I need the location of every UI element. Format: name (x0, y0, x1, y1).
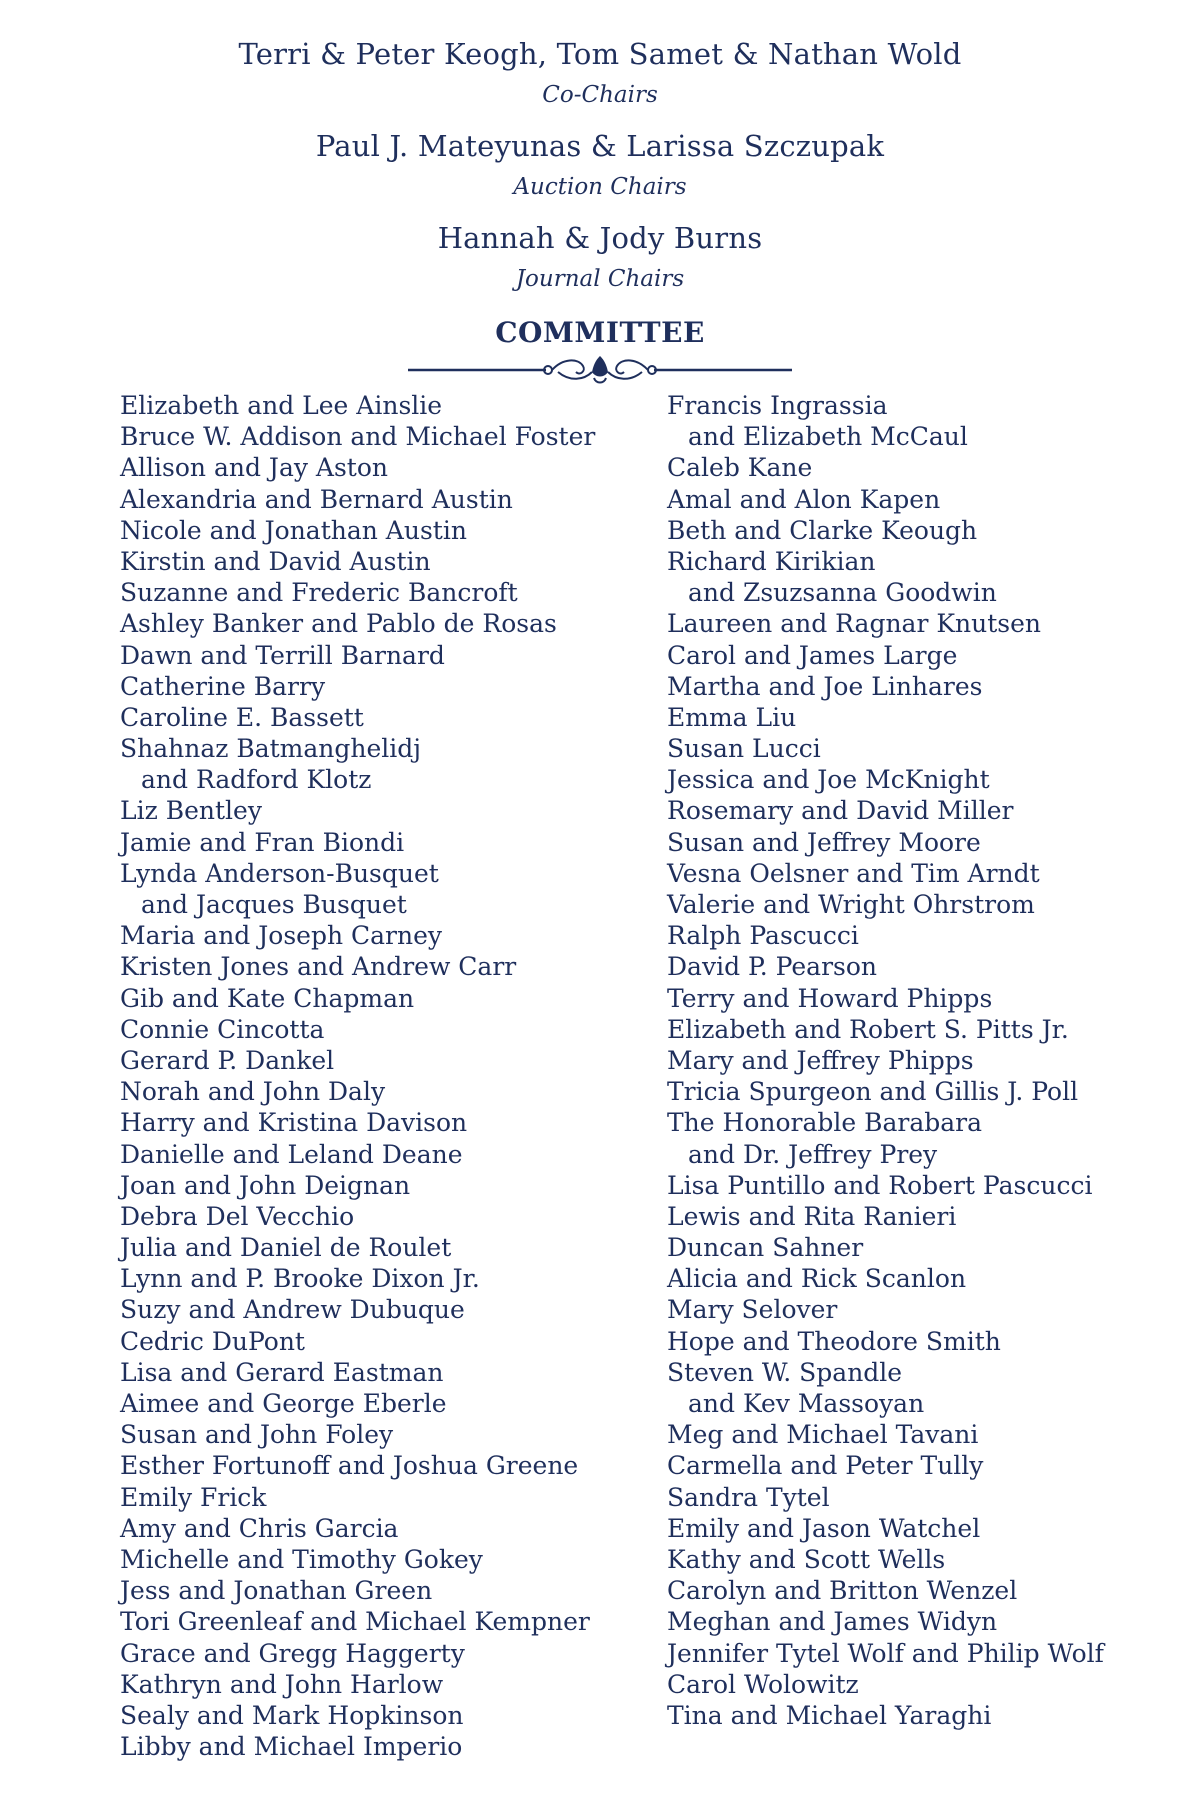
committee-member: Alexandria and Bernard Austin (120, 484, 513, 514)
committee-member: and Zsuzsanna Goodwin (688, 578, 997, 608)
committee-member: Michelle and Timothy Gokey (120, 1544, 483, 1574)
committee-member: Hope and Theodore Smith (667, 1326, 1001, 1356)
committee-member: Jessica and Joe McKnight (667, 765, 990, 795)
auction-chairs-role: Auction Chairs (513, 174, 687, 200)
committee-member: Emily and Jason Watchel (667, 1513, 981, 1543)
committee-member: Harry and Kristina Davison (120, 1108, 468, 1138)
auction-chairs-names: Paul J. Mateyunas & Larissa Szczupak (315, 129, 885, 163)
committee-member: Carolyn and Britton Wenzel (667, 1576, 1018, 1606)
committee-member: Nicole and Jonathan Austin (120, 515, 467, 545)
committee-member: Ralph Pascucci (667, 921, 859, 951)
committee-member: Lynda Anderson-Busquet (120, 858, 439, 888)
co-chairs-role: Co-Chairs (542, 82, 658, 108)
committee-member: Susan and Jeffrey Moore (667, 827, 981, 857)
committee-member: Terry and Howard Phipps (667, 983, 993, 1013)
journal-chairs-block (0, 214, 1200, 296)
chairs-section (0, 30, 1200, 306)
committee-right-column (667, 390, 1192, 1731)
co-chairs-names: Terri & Peter Keogh, Tom Samet & Nathan Wold (238, 37, 962, 71)
committee-member: Sealy and Mark Hopkinson (120, 1700, 464, 1730)
committee-member: Rosemary and David Miller (667, 796, 1014, 826)
committee-member: Ashley Banker and Pablo de Rosas (120, 609, 557, 639)
committee-member: Tina and Michael Yaraghi (667, 1700, 992, 1730)
committee-member: Cedric DuPont (120, 1326, 305, 1356)
committee-member: Julia and Daniel de Roulet (120, 1233, 452, 1263)
committee-member: Susan Lucci (667, 734, 821, 764)
committee-member: Joan and John Deignan (120, 1170, 411, 1200)
committee-left-column (120, 390, 650, 1762)
committee-member: The Honorable Barabara (667, 1108, 983, 1138)
committee-heading: COMMITTEE (495, 316, 705, 349)
committee-member: Carmella and Peter Tully (667, 1451, 984, 1481)
committee-member: Richard Kirikian (667, 546, 876, 576)
committee-member: Allison and Jay Aston (120, 453, 389, 483)
committee-member: Carol and James Large (667, 640, 958, 670)
committee-member: Lewis and Rita Ranieri (667, 1201, 957, 1231)
committee-member: Kirstin and David Austin (120, 546, 431, 576)
committee-member: Lisa Puntillo and Robert Pascucci (667, 1170, 1093, 1200)
committee-member: Emily Frick (120, 1482, 267, 1512)
committee-member: Esther Fortunoff and Joshua Greene (120, 1451, 579, 1481)
committee-member: Francis Ingrassia (667, 391, 888, 420)
committee-member: Meg and Michael Tavani (667, 1420, 979, 1450)
committee-member: Gib and Kate Chapman (120, 983, 415, 1013)
committee-member: Lynn and P. Brooke Dixon Jr. (120, 1264, 480, 1294)
committee-member: Amal and Alon Kapen (667, 484, 941, 514)
committee-member: Debra Del Vecchio (120, 1201, 355, 1231)
committee-member: Kristen Jones and Andrew Carr (120, 952, 517, 982)
committee-member: Laureen and Ragnar Knutsen (667, 609, 1042, 639)
committee-member: Liz Bentley (120, 796, 262, 826)
committee-member: Danielle and Leland Deane (120, 1139, 463, 1169)
journal-chairs-role: Journal Chairs (515, 266, 685, 292)
committee-member: Susan and John Foley (120, 1420, 394, 1450)
committee-member: Alicia and Rick Scanlon (667, 1264, 967, 1294)
committee-member: Maria and Joseph Carney (120, 921, 443, 951)
committee-member: Mary Selover (667, 1295, 838, 1325)
committee-member: Elizabeth and Lee Ainslie (120, 391, 443, 420)
committee-member: Lisa and Gerard Eastman (120, 1357, 444, 1387)
committee-member: and Radford Klotz (141, 765, 372, 795)
committee-member: Dawn and Terrill Barnard (120, 640, 445, 670)
committee-member: Suzy and Andrew Dubuque (120, 1295, 465, 1325)
committee-member: Carol Wolowitz (667, 1669, 859, 1699)
journal-chairs-names: Hannah & Jody Burns (437, 221, 763, 255)
committee-member: Meghan and James Widyn (667, 1607, 998, 1637)
committee-member: Kathryn and John Harlow (120, 1669, 444, 1699)
committee-member: David P. Pearson (667, 952, 877, 982)
co-chairs-block (0, 30, 1200, 112)
committee-member: Beth and Clarke Keough (667, 515, 978, 545)
committee-member: Sandra Tytel (667, 1482, 830, 1512)
committee-member: Tricia Spurgeon and Gillis J. Poll (667, 1077, 1079, 1107)
committee-member: Libby and Michael Imperio (120, 1732, 463, 1762)
committee-member: Steven W. Spandle (667, 1357, 903, 1387)
committee-member: Grace and Gregg Haggerty (120, 1638, 465, 1668)
committee-member: and Dr. Jeffrey Prey (688, 1139, 938, 1169)
committee-member: Suzanne and Frederic Bancroft (120, 578, 518, 608)
committee-member: Caroline E. Bassett (120, 702, 364, 732)
auction-chairs-block (0, 122, 1200, 204)
committee-member: Aimee and George Eberle (120, 1389, 447, 1418)
committee-member: Emma Liu (667, 702, 797, 732)
committee-member: Gerard P. Dankel (120, 1045, 335, 1075)
committee-member: Jamie and Fran Biondi (120, 827, 405, 857)
scroll-ornament-icon (408, 352, 792, 388)
committee-member: Duncan Sahner (667, 1233, 864, 1263)
committee-member: Jennifer Tytel Wolf and Philip Wolf (667, 1638, 1104, 1668)
committee-member: Caleb Kane (667, 453, 813, 483)
committee-member: Norah and John Daly (120, 1077, 386, 1107)
committee-member: Bruce W. Addison and Michael Foster (120, 422, 596, 452)
committee-member: Tori Greenleaf and Michael Kempner (120, 1607, 590, 1637)
committee-member: Connie Cincotta (120, 1014, 325, 1044)
committee-member: Shahnaz Batmanghelidj (120, 734, 422, 764)
committee-member: Martha and Joe Linhares (667, 671, 983, 701)
committee-member: and Elizabeth McCaul (688, 422, 968, 452)
committee-member: Valerie and Wright Ohrstrom (667, 890, 1035, 919)
committee-member: Jess and Jonathan Green (120, 1576, 433, 1606)
committee-member: Mary and Jeffrey Phipps (667, 1045, 974, 1075)
committee-member: Catherine Barry (120, 671, 326, 701)
committee-member: Elizabeth and Robert S. Pitts Jr. (667, 1014, 1069, 1044)
committee-member: Amy and Chris Garcia (120, 1513, 399, 1543)
committee-member: Vesna Oelsner and Tim Arndt (667, 858, 1040, 888)
committee-member: and Kev Massoyan (688, 1389, 925, 1418)
committee-member: Kathy and Scott Wells (667, 1544, 946, 1574)
committee-member: and Jacques Busquet (141, 890, 407, 919)
